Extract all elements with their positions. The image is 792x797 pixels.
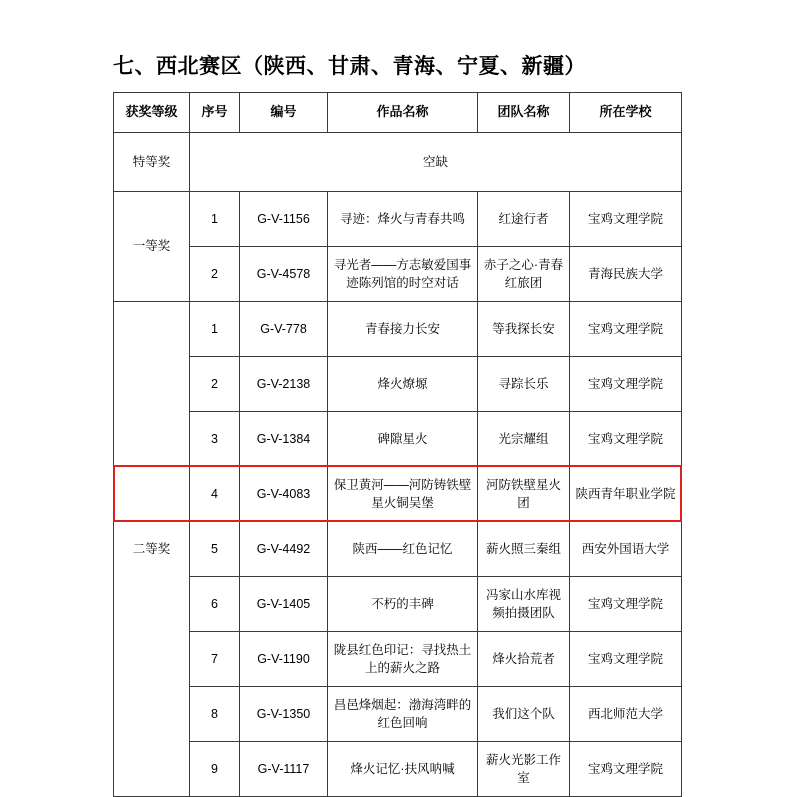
team-cell: 寻踪长乐 xyxy=(478,356,570,411)
column-header-code: 编号 xyxy=(240,93,328,133)
table-row xyxy=(114,741,682,796)
work-cell: 青春接力长安 xyxy=(328,301,478,356)
team-cell: 光宗耀组 xyxy=(478,411,570,466)
table-row xyxy=(114,246,682,301)
award-table-container xyxy=(113,92,681,797)
table-body xyxy=(114,132,682,796)
table-header-row xyxy=(114,93,682,133)
school-cell: 西北师范大学 xyxy=(570,686,682,741)
code-cell: G-V-1117 xyxy=(240,741,328,796)
code-cell: G-V-1405 xyxy=(240,576,328,631)
table-row xyxy=(114,686,682,741)
table-row xyxy=(114,191,682,246)
table-row xyxy=(114,521,682,576)
table-header xyxy=(114,93,682,133)
code-cell: G-V-1384 xyxy=(240,411,328,466)
table-row-highlighted xyxy=(114,466,682,521)
work-cell: 寻迹：烽火与青春共鸣 xyxy=(328,191,478,246)
school-cell: 宝鸡文理学院 xyxy=(570,301,682,356)
seq-cell: 3 xyxy=(190,411,240,466)
seq-cell: 6 xyxy=(190,576,240,631)
team-cell: 赤子之心·青春红旅团 xyxy=(478,246,570,301)
work-cell: 陇县红色印记：寻找热土上的薪火之路 xyxy=(328,631,478,686)
team-cell: 薪火照三秦组 xyxy=(478,521,570,576)
school-cell: 青海民族大学 xyxy=(570,246,682,301)
code-cell: G-V-2138 xyxy=(240,356,328,411)
seq-cell: 9 xyxy=(190,741,240,796)
seq-cell: 2 xyxy=(190,246,240,301)
code-cell: G-V-4083 xyxy=(240,466,328,521)
table-row xyxy=(114,411,682,466)
vacant-cell: 空缺 xyxy=(190,132,682,191)
seq-cell: 4 xyxy=(190,466,240,521)
work-cell: 烽火燎塬 xyxy=(328,356,478,411)
code-cell: G-V-1190 xyxy=(240,631,328,686)
work-cell: 不朽的丰碑 xyxy=(328,576,478,631)
page-title: 七、西北赛区（陕西、甘肃、青海、宁夏、新疆） xyxy=(113,55,586,78)
code-cell: G-V-778 xyxy=(240,301,328,356)
seq-cell: 7 xyxy=(190,631,240,686)
team-cell: 河防铁壁星火团 xyxy=(478,466,570,521)
seq-cell: 8 xyxy=(190,686,240,741)
seq-cell: 2 xyxy=(190,356,240,411)
column-header-work: 作品名称 xyxy=(328,93,478,133)
grade-cell-special: 特等奖 xyxy=(114,132,190,191)
team-cell: 我们这个队 xyxy=(478,686,570,741)
school-cell: 宝鸡文理学院 xyxy=(570,741,682,796)
school-cell: 宝鸡文理学院 xyxy=(570,411,682,466)
table-row xyxy=(114,576,682,631)
column-header-school: 所在学校 xyxy=(570,93,682,133)
work-cell: 保卫黄河——河防铸铁壁 星火铜吴堡 xyxy=(328,466,478,521)
column-header-team: 团队名称 xyxy=(478,93,570,133)
work-cell: 烽火记忆·扶风呐喊 xyxy=(328,741,478,796)
work-cell: 昌邑烽烟起：渤海湾畔的红色回响 xyxy=(328,686,478,741)
table-row xyxy=(114,301,682,356)
team-cell: 红途行者 xyxy=(478,191,570,246)
code-cell: G-V-1156 xyxy=(240,191,328,246)
team-cell: 烽火拾荒者 xyxy=(478,631,570,686)
code-cell: G-V-4492 xyxy=(240,521,328,576)
table-row xyxy=(114,132,682,191)
code-cell: G-V-4578 xyxy=(240,246,328,301)
seq-cell: 5 xyxy=(190,521,240,576)
column-header-grade: 获奖等级 xyxy=(114,93,190,133)
seq-cell: 1 xyxy=(190,191,240,246)
team-cell: 冯家山水库视频拍摄团队 xyxy=(478,576,570,631)
team-cell: 等我探长安 xyxy=(478,301,570,356)
school-cell: 宝鸡文理学院 xyxy=(570,191,682,246)
school-cell: 宝鸡文理学院 xyxy=(570,631,682,686)
code-cell: G-V-1350 xyxy=(240,686,328,741)
work-cell: 碑隙星火 xyxy=(328,411,478,466)
grade-cell-first: 一等奖 xyxy=(114,191,190,301)
team-cell: 薪火光影工作室 xyxy=(478,741,570,796)
column-header-seq: 序号 xyxy=(190,93,240,133)
grade-cell-second: 二等奖 xyxy=(114,301,190,796)
award-table xyxy=(113,92,682,797)
work-cell: 寻光者——方志敏爱国事迹陈列馆的时空对话 xyxy=(328,246,478,301)
work-cell: 陕西——红色记忆 xyxy=(328,521,478,576)
school-cell: 陕西青年职业学院 xyxy=(570,466,682,521)
seq-cell: 1 xyxy=(190,301,240,356)
table-row xyxy=(114,356,682,411)
school-cell: 西安外国语大学 xyxy=(570,521,682,576)
school-cell: 宝鸡文理学院 xyxy=(570,576,682,631)
table-row xyxy=(114,631,682,686)
school-cell: 宝鸡文理学院 xyxy=(570,356,682,411)
